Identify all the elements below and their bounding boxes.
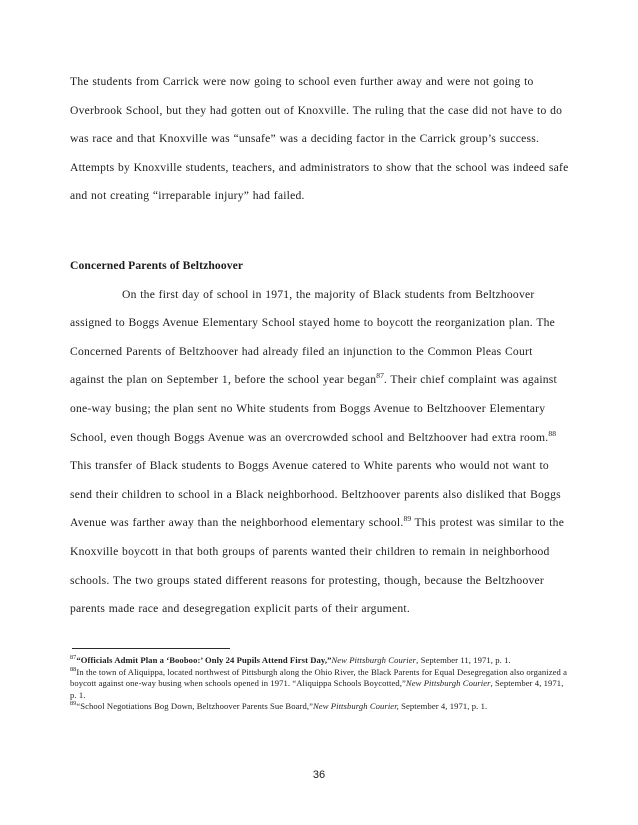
footnote-entry-88 xyxy=(70,667,572,702)
paragraph-segment-d: This protest was similar to the Knoxville boycott in that both groups of parents wanted their children to remain in neighborhood schools. The two groups stated different reasons for protesting, though, because the Beltzhoover parents made race and desegregation explicit parts of their argument. xyxy=(70,516,565,616)
footnote-88-tail: , September 4, 1971, p. 1. xyxy=(70,678,564,700)
footnote-marker-88: 88 xyxy=(548,428,557,438)
footnote-separator-rule xyxy=(72,648,230,649)
page-body xyxy=(70,68,570,624)
paragraph-segment-b: . Their chief complaint was against one-way busing; the plan sent no White students from Boggs Avenue to Beltzhoover Elementary School, even though Boggs Avenue was an overcrowded school and Beltzhoover had extra room. xyxy=(70,373,558,444)
paragraph-carrick-students: The students from Carrick were now going to school even further away and were not going to Overbrook School, but they had gotten out of Knoxville. The ruling that the case did not have to do was race and that Knoxville was “unsafe” was a deciding factor in the Carrick group’s success. Attempts by Knoxville students, teachers, and administrators to show that the school was indeed safe and not creating “irreparable injury” had failed. xyxy=(70,75,569,203)
footnote-87-tail: , September 11, 1971, p. 1. xyxy=(416,655,511,665)
footnote-marker-89: 89 xyxy=(403,514,412,524)
footnote-number-88: 88 xyxy=(70,665,77,673)
footnote-number-87: 87 xyxy=(70,654,77,662)
footnote-88-lead: In the town of Aliquippa, located northwest of Pittsburgh along the Ohio River, the Black Parents for Equal Desegregation also organized a boycott against one-way busing when schools opened in 1971. “Aliquippa Schools Boycotted,” xyxy=(70,666,568,689)
footnote-89-title: “School Negotiations Bog Down, Beltzhoover Parents Sue Board,” xyxy=(76,701,313,712)
paragraph-segment-a: On the first day of school in 1971, the majority of Black students from Beltzhoover assigned to Boggs Avenue Elementary School stayed home to boycott the reorganization plan. The Concerned Parents of Beltzhoover had already filed an injunction to the Common Pleas Court against the plan on September 1, before the school year began xyxy=(70,287,556,387)
footnote-number-89: 89 xyxy=(70,700,77,708)
footnote-section xyxy=(70,648,572,713)
footnote-88-source: New Pittsburgh Courier xyxy=(405,678,491,689)
footnote-marker-87: 87 xyxy=(376,371,384,381)
footnote-89-tail: September 4, 1971, p. 1. xyxy=(398,701,488,712)
footnote-entry-89 xyxy=(70,701,572,713)
page-number: 36 xyxy=(312,769,326,781)
paragraph-beltzhoover-boycott xyxy=(70,281,570,624)
paragraph-segment-c: This transfer of Black students to Boggs Avenue catered to White parents who would not want to send their children to school in a Black neighborhood. Beltzhoover parents also disliked that Boggs Avenue was farther away than the neighborhood elementary school. xyxy=(70,459,561,530)
footnote-entry-87 xyxy=(70,655,572,667)
footnote-87-title: “Officials Admit Plan a ‘Booboo:’ Only 24 Pupils Attend First Day,” xyxy=(76,655,332,665)
heading-spacer xyxy=(70,211,570,252)
footnote-89-source: New Pittsburgh Courier, xyxy=(312,701,399,712)
footnote-87-source: New Pittsburgh Courier xyxy=(331,655,417,665)
section-heading-concerned-parents: Concerned Parents of Beltzhoover xyxy=(70,258,244,272)
